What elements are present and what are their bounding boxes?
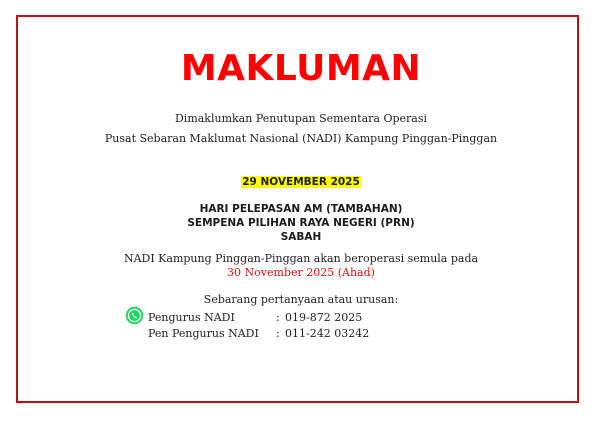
resume-date: 30 November 2025 (Ahad) bbox=[227, 266, 375, 279]
reason-line-3: SABAH bbox=[280, 231, 322, 243]
contact-role-assistant: Pen Pengurus NADI bbox=[148, 327, 259, 340]
contact-phone-assistant[interactable]: 011-242 03242 bbox=[285, 327, 370, 340]
contact-separator-assistant: : bbox=[276, 327, 280, 340]
whatsapp-icon[interactable] bbox=[125, 306, 144, 325]
intro-line-2: Pusat Sebaran Maklumat Nasional (NADI) Kampung Pinggan-Pinggan bbox=[104, 132, 498, 145]
intro-line-1: Dimaklumkan Penutupan Sementara Operasi bbox=[174, 112, 427, 125]
reason-line-2: SEMPENA PILIHAN RAYA NEGERI (PRN) bbox=[187, 217, 415, 229]
contact-separator-manager: : bbox=[276, 311, 280, 324]
reason-line-1: HARI PELEPASAN AM (TAMBAHAN) bbox=[199, 203, 403, 215]
contact-phone-manager[interactable]: 019-872 2025 bbox=[285, 311, 363, 324]
enquiry-line: Sebarang pertanyaan atau urusan: bbox=[203, 293, 399, 306]
notice-title: MAKLUMAN bbox=[180, 48, 422, 89]
closure-date-highlight: 29 NOVEMBER 2025 bbox=[242, 176, 360, 188]
contact-role-manager: Pengurus NADI bbox=[148, 311, 235, 324]
resume-line: NADI Kampung Pinggan-Pinggan akan beroperasi semula pada bbox=[123, 252, 479, 265]
closure-date-line bbox=[0, 176, 602, 188]
